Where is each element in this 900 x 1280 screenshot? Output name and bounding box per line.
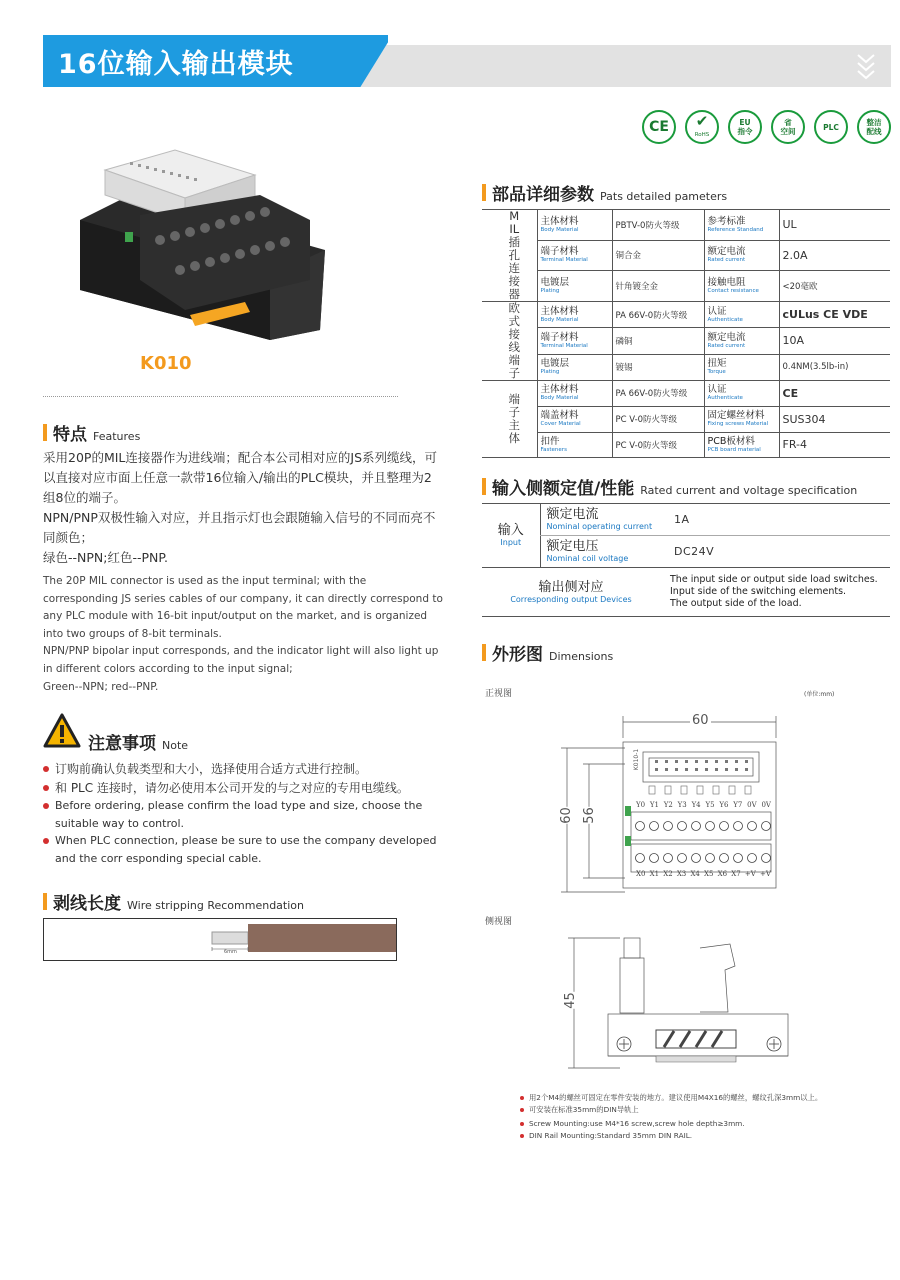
board-label: K010-1 bbox=[633, 748, 641, 771]
features-heading: 特点 Features bbox=[43, 420, 140, 445]
chevron-down-icon bbox=[855, 52, 877, 82]
dimensions-heading: 外形图 Dimensions bbox=[482, 640, 613, 665]
warning-icon bbox=[43, 713, 81, 748]
eu-directive-icon: EU 指令 bbox=[728, 110, 762, 144]
cert-marks: cULus CE VDE bbox=[782, 308, 868, 322]
table-row: 端子主体 主体材料 Body Material PA 66V-0防火等级 认证 Authenticate CE bbox=[482, 381, 890, 407]
group-label: 欧式接线端子 bbox=[482, 302, 537, 381]
list-item: Before ordering, please confirm the load type and size, choose the suitable way to control. bbox=[43, 797, 443, 832]
input-label: 输入 Input bbox=[482, 504, 540, 568]
width-dimension: 60 bbox=[692, 713, 709, 728]
parts-table bbox=[482, 209, 890, 458]
neat-wiring-icon: 整洁 配线 bbox=[857, 110, 891, 144]
list-item: 可安装在标准35mm的DIN导轨上 bbox=[520, 1104, 900, 1116]
heading-bar bbox=[43, 424, 47, 441]
top-pin-labels: Y0 Y1 Y2 Y3 Y4 Y5 Y6 Y7 0V 0V bbox=[636, 801, 771, 809]
front-view-label: 正视图 bbox=[485, 689, 513, 699]
heading-bar bbox=[482, 644, 486, 661]
strip-length-label: 6mm bbox=[224, 949, 237, 955]
features-text-cn: 采用20P的MIL连接器作为进线端；配合本公司相对应的JS系列缆线，可以直接对应市面上任意一款带16位输入/输出的PLC模块，并且整理为2组8位的端子。 NPN/PNP双极性输入对应，并且指示灯也会跟随输入信号的不同而亮不同颜色； 绿色--NPN;红色--PNP. bbox=[43, 450, 438, 565]
outer-height-dimension: 60 bbox=[558, 807, 574, 824]
product-photo bbox=[70, 140, 335, 340]
list-item: 订购前确认负载类型和大小，选择使用合适方式进行控制。 bbox=[43, 760, 443, 779]
group-label: MIL插孔连接器 bbox=[482, 210, 537, 302]
table-row: 端子材料 Terminal Material 磷铜 额定电流 Rated current 10A bbox=[482, 328, 890, 354]
inner-height-dimension: 56 bbox=[581, 807, 597, 824]
heading-bar bbox=[482, 478, 486, 495]
features-text-en: The 20P MIL connector is used as the input terminal; with the corresponding JS series cables of our company, it can directly correspond to any PLC module with 16-bit input/output on the market, and is organized into two groups of 8-bit terminals. NPN/PNP bipolar input corresponds, and the indicator light will also light up in different colors according to the input signal; Green--NPN; red--PNP. bbox=[43, 575, 443, 693]
divider bbox=[43, 396, 398, 397]
table-row: 欧式接线端子 主体材料 Body Material PA 66V-0防火等级 认证 Authenticate cULus CE VDE bbox=[482, 302, 890, 328]
table-row: 端子材料 Terminal Material 铜合金 额定电流 Rated current 2.0A bbox=[482, 240, 890, 271]
page-title: 16位输入输出模块 bbox=[58, 49, 294, 80]
space-saving-icon: 省 空间 bbox=[771, 110, 805, 144]
note-list bbox=[43, 760, 443, 867]
parts-heading: 部品详细参数 Pats detailed pameters bbox=[482, 180, 727, 205]
table-row: 电镀层 Plating 镀锡 扭矩 Torque 0.4NM(3.5lb-in) bbox=[482, 354, 890, 380]
table-row: 扣件 Fasteners PC V-0防火等级 PCB板材料 PCB board material FR-4 bbox=[482, 432, 890, 458]
group-label: 端子主体 bbox=[482, 381, 537, 458]
side-view-label: 侧视图 bbox=[485, 917, 513, 927]
wire-heading: 剥线长度 Wire stripping Recommendation bbox=[43, 889, 304, 914]
wire-stripping-diagram bbox=[43, 918, 397, 961]
unit-label: (单位:mm) bbox=[804, 691, 835, 698]
product-model: K010 bbox=[140, 353, 192, 374]
list-item: 和 PLC 连接时，请勿必使用本公司开发的与之对应的专用电缆线。 bbox=[43, 779, 443, 798]
table-row: 电镀层 Plating 针角镀全金 接触电阻 Contact resistance <20毫欧 bbox=[482, 271, 890, 302]
list-item: 用2个M4的螺丝可固定在零件安装的地方。建议使用M4X16的螺丝，螺纹孔深3mm以上。 bbox=[520, 1092, 900, 1104]
rated-table bbox=[482, 503, 890, 617]
list-item: DIN Rail Mounting:Standard 35mm DIN RAIL. bbox=[520, 1130, 900, 1142]
table-row: 输入 Input 额定电流 Nominal operating current 1A bbox=[482, 504, 890, 536]
list-item: When PLC connection, please be sure to use the company developed and the corr esponding special cable. bbox=[43, 832, 443, 867]
table-row: 端盖材料 Cover Material PC V-0防火等级 固定螺丝材料 Fixing screws Material SUS304 bbox=[482, 406, 890, 432]
cert-marks: CE bbox=[782, 386, 799, 400]
heading-bar bbox=[482, 184, 486, 201]
table-row: MIL插孔连接器 主体材料 Body Material PBTV-0防火等级 参考标准 Reference Standand UL bbox=[482, 210, 890, 241]
rated-heading: 输入侧额定值/性能 Rated current and voltage specification bbox=[482, 474, 857, 499]
side-view-drawing bbox=[560, 930, 800, 1075]
side-height-dimension: 45 bbox=[562, 992, 578, 1009]
note-heading: 注意事项 Note bbox=[88, 734, 189, 754]
ce-mark-icon: CE bbox=[642, 110, 676, 144]
bottom-pin-labels: X0 X1 X2 X3 X4 X5 X6 X7 +V +V bbox=[636, 870, 771, 878]
plc-icon: PLC bbox=[814, 110, 848, 144]
table-row: 额定电压 Nominal coil voltage DC24V bbox=[482, 536, 890, 568]
rohs-check-icon: ✔ RoHS bbox=[685, 110, 719, 144]
heading-bar bbox=[43, 893, 47, 910]
table-row: 输出侧对应 Corresponding output Devices The input side or output side load switches. Input side of the switching elements. The output side of the load. bbox=[482, 568, 890, 617]
list-item: Screw Mounting:use M4*16 screw,screw hole depth≥3mm. bbox=[520, 1118, 900, 1130]
mounting-notes bbox=[520, 1092, 900, 1141]
